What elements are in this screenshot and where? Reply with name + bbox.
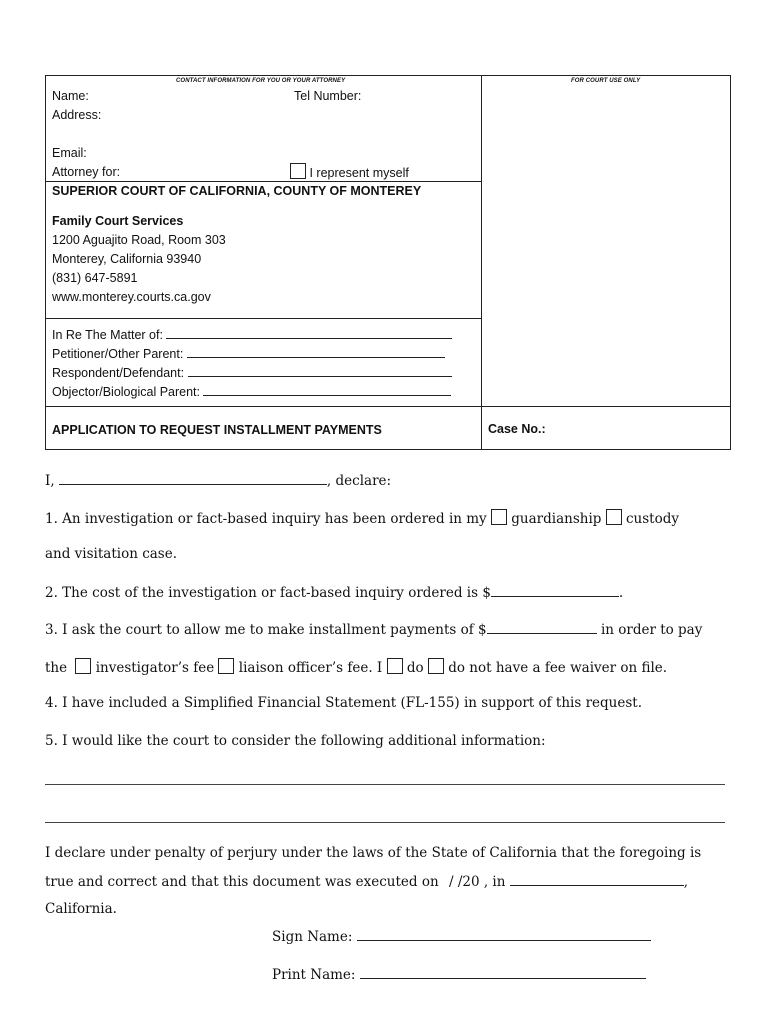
- court-website: www.monterey.courts.ca.gov: [52, 290, 211, 304]
- case-number-label: Case No.:: [488, 422, 546, 436]
- declare-suffix: , declare:: [326, 473, 392, 489]
- divider: [46, 406, 730, 407]
- guardianship-checkbox[interactable]: [491, 509, 507, 525]
- divider: [46, 181, 481, 182]
- name-label: Name:: [52, 89, 89, 103]
- item-1-continued: and visitation case.: [45, 546, 178, 562]
- declarant-name-field[interactable]: [59, 472, 327, 485]
- item-3-text-end: in order to pay: [600, 622, 703, 638]
- court-department: Family Court Services: [52, 214, 184, 228]
- court-title: SUPERIOR COURT OF CALIFORNIA, COUNTY OF MONTEREY: [52, 184, 422, 198]
- print-name-row: [272, 966, 646, 983]
- item-4: 4. I have included a Simplified Financial Statement (FL-155) in support of this request.: [45, 695, 642, 711]
- court-use-header: FOR COURT USE ONLY: [571, 78, 641, 84]
- liaison-fee-checkbox[interactable]: [218, 658, 234, 674]
- print-name-label: Print Name:: [272, 967, 356, 983]
- matter-field[interactable]: [166, 327, 452, 339]
- do-label: do: [406, 660, 424, 676]
- perjury-comma: ,: [683, 874, 689, 890]
- execution-location-field[interactable]: [510, 873, 684, 886]
- do-not-label: do not have a fee waiver on file.: [448, 660, 668, 676]
- petitioner-row: [52, 346, 445, 361]
- sign-name-field[interactable]: [357, 928, 651, 941]
- item-2-text: 2. The cost of the investigation or fact-based inquiry ordered is $: [45, 585, 491, 601]
- do-not-checkbox[interactable]: [428, 658, 444, 674]
- perjury-line-1: I declare under penalty of perjury under the laws of the State of California that the foregoing is: [45, 845, 702, 861]
- court-address-line1: 1200 Aguajito Road, Room 303: [52, 233, 226, 247]
- matter-label: In Re The Matter of:: [52, 328, 163, 342]
- additional-info-line-2[interactable]: [45, 822, 725, 823]
- court-address-line2: Monterey, California 93940: [52, 252, 202, 266]
- item-2-period: .: [618, 585, 624, 601]
- perjury-line-3: California.: [45, 901, 117, 917]
- guardianship-label: guardianship: [511, 511, 602, 527]
- declarant-line: [45, 472, 391, 489]
- objector-label: Objector/Biological Parent:: [52, 385, 200, 399]
- item-2: [45, 584, 623, 601]
- respondent-field[interactable]: [188, 365, 452, 377]
- cost-field[interactable]: [491, 584, 619, 597]
- item-5: 5. I would like the court to consider the following additional information:: [45, 733, 546, 749]
- objector-field[interactable]: [203, 384, 451, 396]
- item-1: [45, 509, 679, 527]
- form-title: APPLICATION TO REQUEST INSTALLMENT PAYMENTS: [52, 423, 382, 437]
- investigator-fee-checkbox[interactable]: [75, 658, 91, 674]
- tel-label: Tel Number:: [294, 89, 362, 103]
- email-label: Email:: [52, 146, 87, 160]
- item-3-continued: [45, 658, 667, 676]
- print-name-field[interactable]: [360, 966, 646, 979]
- installment-amount-field[interactable]: [487, 621, 597, 634]
- item-3: [45, 621, 702, 638]
- divider: [46, 318, 481, 319]
- matter-row: [52, 327, 452, 342]
- represent-myself-checkbox[interactable]: [290, 163, 306, 179]
- caption-box: [45, 75, 731, 450]
- caption-divider: [481, 76, 482, 449]
- petitioner-label: Petitioner/Other Parent:: [52, 347, 184, 361]
- item-1-text: 1. An investigation or fact-based inquiry has been ordered in my: [45, 511, 487, 527]
- liaison-fee-label: liaison officer’s fee. I: [238, 660, 383, 676]
- perjury-text: true and correct and that this document was executed on: [45, 874, 439, 890]
- contact-header: CONTACT INFORMATION FOR YOU OR YOUR ATTORNEY: [176, 78, 346, 84]
- sign-name-label: Sign Name:: [272, 929, 353, 945]
- respondent-row: [52, 365, 452, 380]
- item-3-the: the: [45, 660, 68, 676]
- do-checkbox[interactable]: [387, 658, 403, 674]
- additional-info-line-1[interactable]: [45, 784, 725, 785]
- attorney-for-label: Attorney for:: [52, 165, 121, 179]
- represent-myself-label: I represent myself: [309, 166, 409, 180]
- perjury-line-2: [45, 873, 688, 890]
- address-label: Address:: [52, 108, 102, 122]
- item-3-text: 3. I ask the court to allow me to make installment payments of $: [45, 622, 487, 638]
- investigator-fee-label: investigator’s fee: [95, 660, 215, 676]
- objector-row: [52, 384, 451, 399]
- court-phone: (831) 647-5891: [52, 271, 138, 285]
- sign-name-row: [272, 928, 651, 945]
- custody-label: custody: [626, 511, 680, 527]
- respondent-label: Respondent/Defendant:: [52, 366, 185, 380]
- represent-myself-option[interactable]: [290, 163, 409, 180]
- declare-prefix: I,: [45, 473, 55, 489]
- petitioner-field[interactable]: [187, 346, 445, 358]
- custody-checkbox[interactable]: [606, 509, 622, 525]
- execution-date[interactable]: / /20 , in: [448, 874, 506, 890]
